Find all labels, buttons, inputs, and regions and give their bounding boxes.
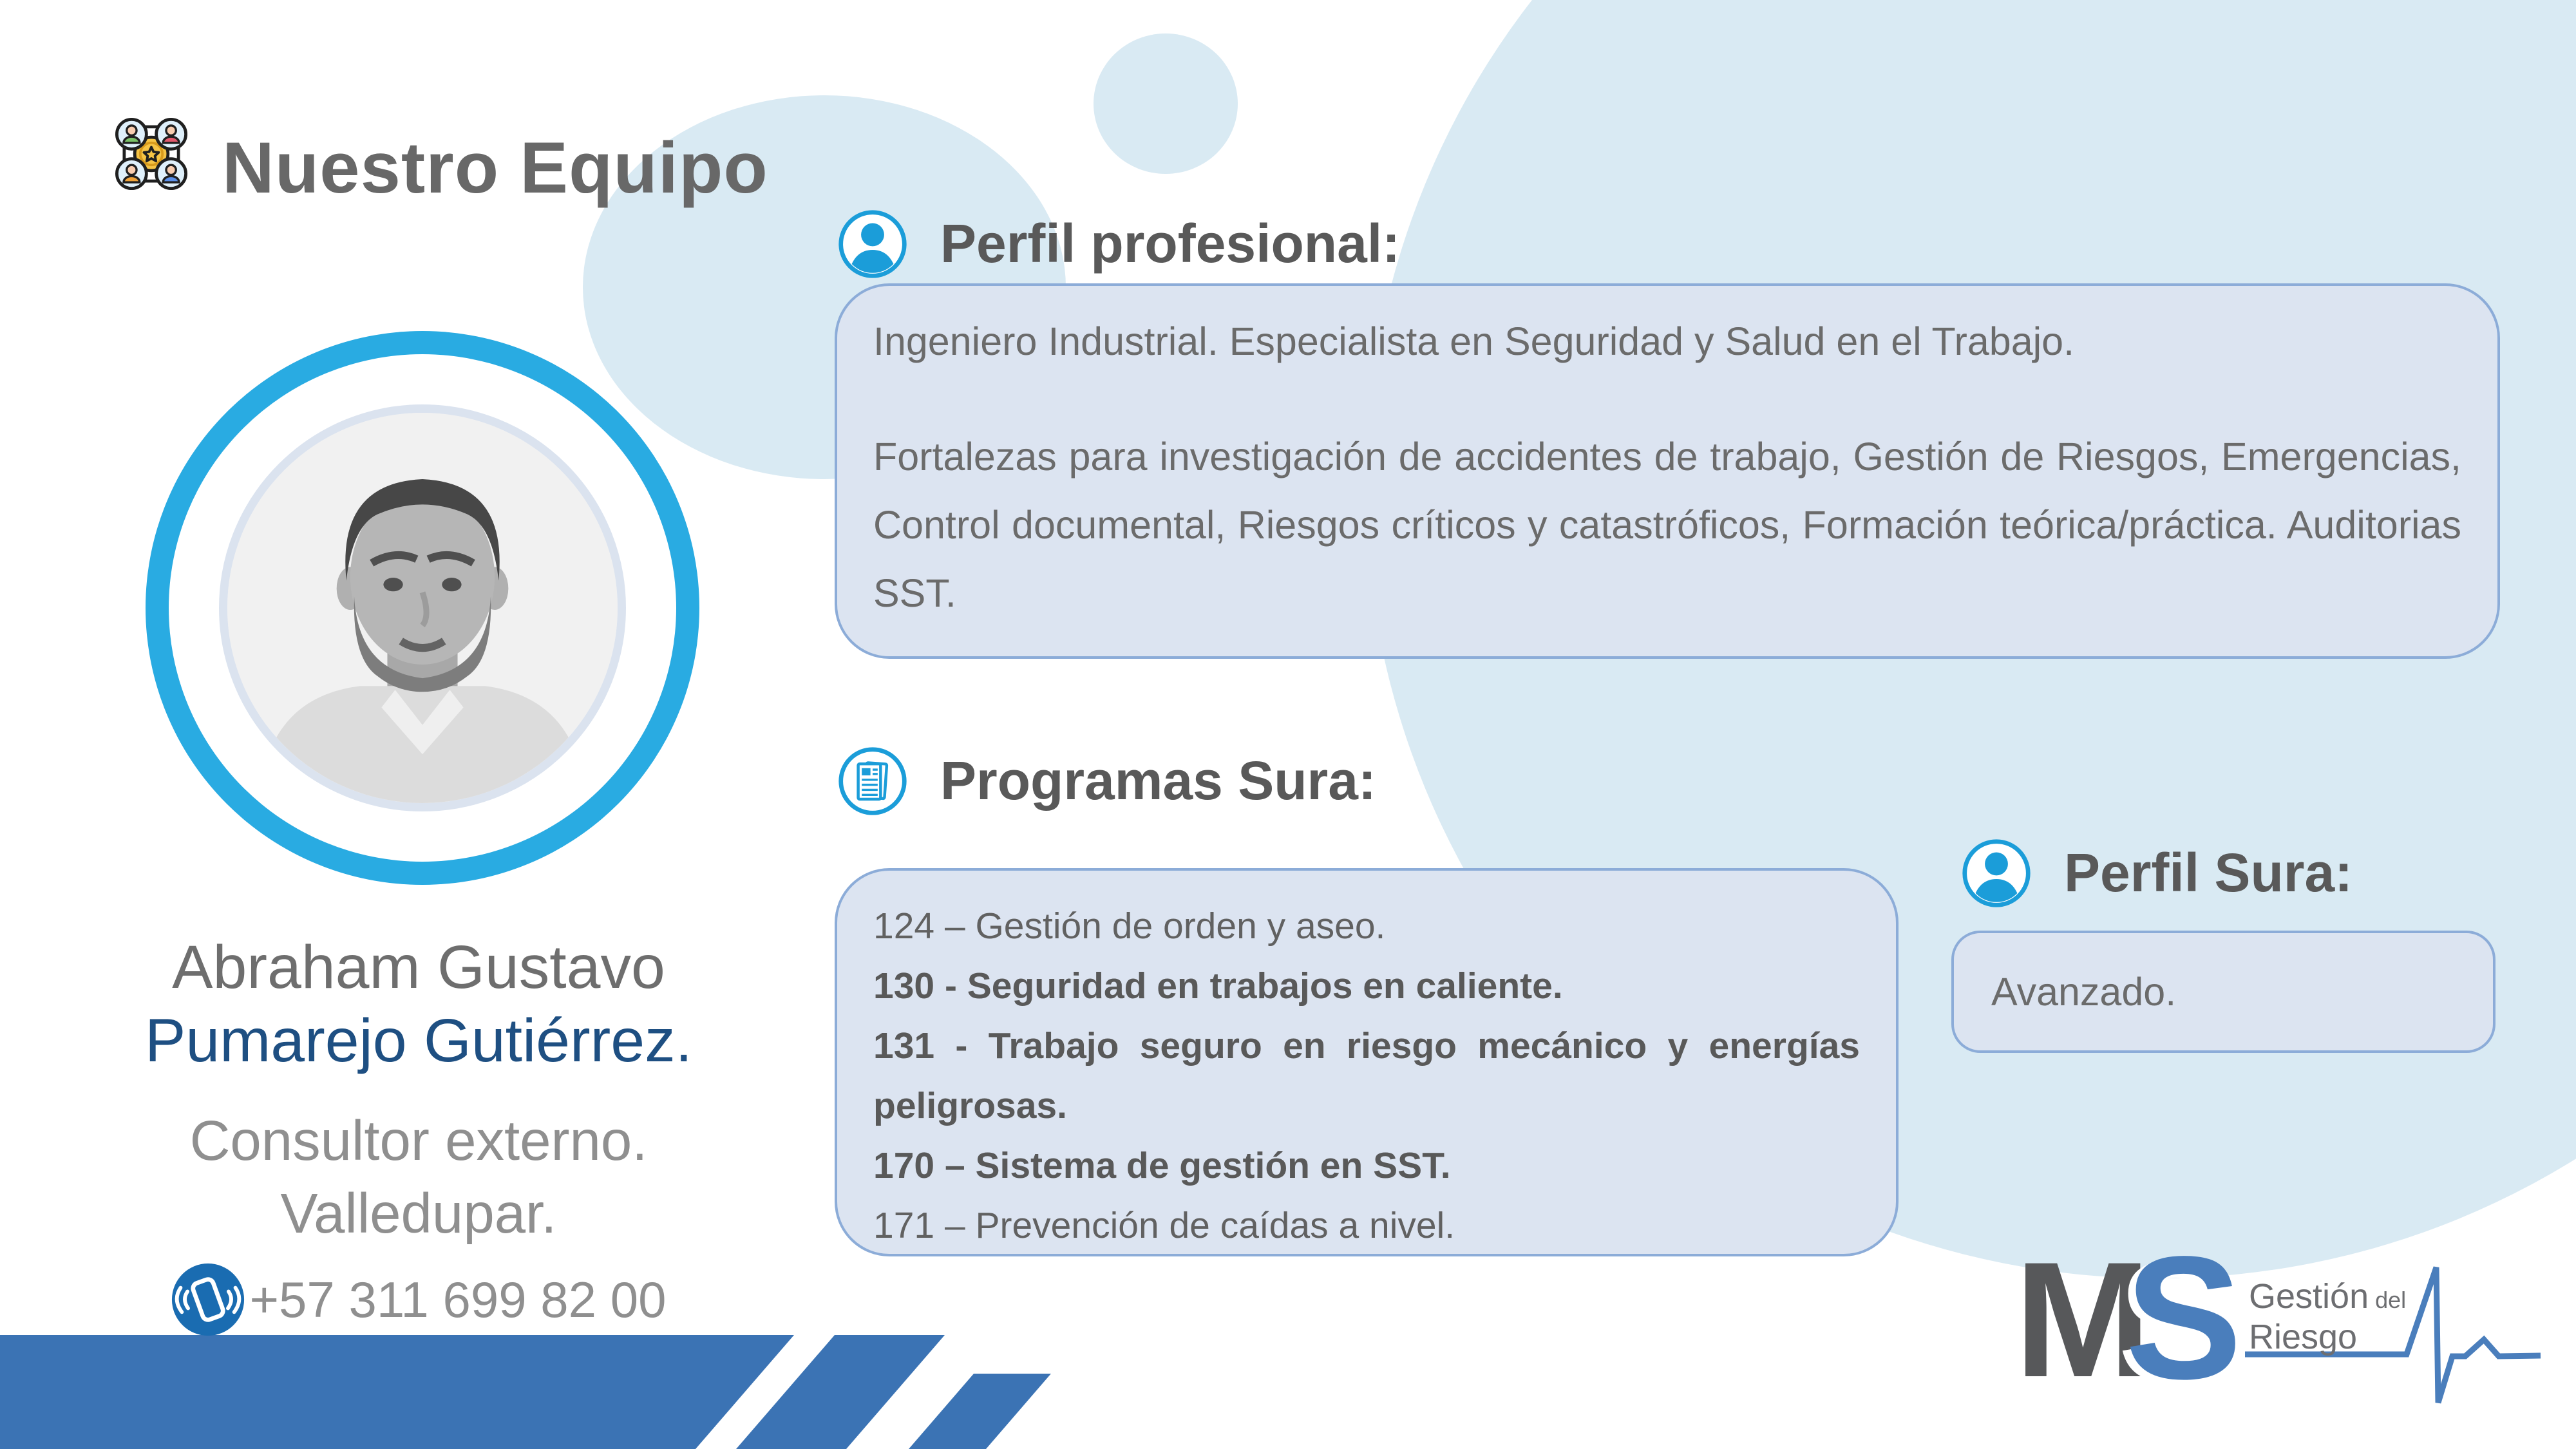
background-small-circle [1094, 33, 1238, 174]
bottom-band [0, 1335, 794, 1449]
program-item: 170 – Sistema de gestión en SST. [873, 1145, 1451, 1186]
photo-inner-ring [169, 354, 676, 862]
vibrating-phone-icon [171, 1262, 245, 1337]
program-item: 131 - Trabajo seguro en riesgo mecánico y energías peligrosas. [873, 1025, 1860, 1126]
perfil-profesional-heading: Perfil profesional: [940, 213, 1401, 274]
program-item: 130 - Seguridad en trabajos en caliente. [873, 965, 1563, 1007]
logo-del: del [2375, 1287, 2407, 1313]
member-name-last: Pumarejo Gutiérrez. [144, 1007, 693, 1075]
perfil-sura-heading: Perfil Sura: [2064, 842, 2353, 903]
member-city: Valledupar. [280, 1182, 557, 1245]
perfil-sura-box [1951, 931, 2496, 1053]
logo-gestion: Gestión [2249, 1277, 2369, 1316]
user-icon [1960, 837, 2032, 909]
member-phone: +57 311 699 82 00 [249, 1271, 667, 1328]
program-item: 171 – Prevención de caídas a nivel. [873, 1205, 1455, 1246]
company-logo [1996, 1220, 2563, 1449]
team-medal-icon [108, 111, 194, 197]
document-icon [837, 745, 909, 817]
page-title: Nuestro Equipo [222, 128, 768, 208]
logo-letter-s: S [2125, 1220, 2242, 1416]
member-photo [219, 404, 626, 811]
bottom-stripe-2 [909, 1374, 1051, 1449]
perfil-profesional-box [835, 283, 2500, 659]
perfil-sura-value: Avanzado. [1991, 970, 2177, 1014]
programas-sura-box [835, 868, 1899, 1256]
member-role: Consultor externo. [189, 1110, 648, 1172]
logo-text-line1 [2249, 1276, 2406, 1316]
phone-row [129, 1261, 708, 1338]
member-name-first: Abraham Gustavo [172, 933, 665, 1001]
user-icon [837, 208, 909, 280]
member-photo-frame [146, 331, 699, 885]
programas-sura-heading: Programas Sura: [940, 750, 1376, 811]
perfil-profesional-paragraph-1: Ingeniero Industrial. Especialista en Seguridad y Salud en el Trabajo. [873, 319, 2075, 363]
logo-text-line2: Riesgo [2249, 1318, 2358, 1356]
logo-letter-m: M [2014, 1228, 2152, 1412]
perfil-profesional-paragraph-2: Fortalezas para investigación de accidentes de trabajo, Gestión de Riesgos, Emergencias, Control documental, Riesgos críticos y catastróficos, Formación teórica/práctica. Auditorias SST. [873, 435, 2461, 615]
member-portrait-illustration [227, 413, 618, 803]
program-item: 124 – Gestión de orden y aseo. [873, 905, 1386, 947]
